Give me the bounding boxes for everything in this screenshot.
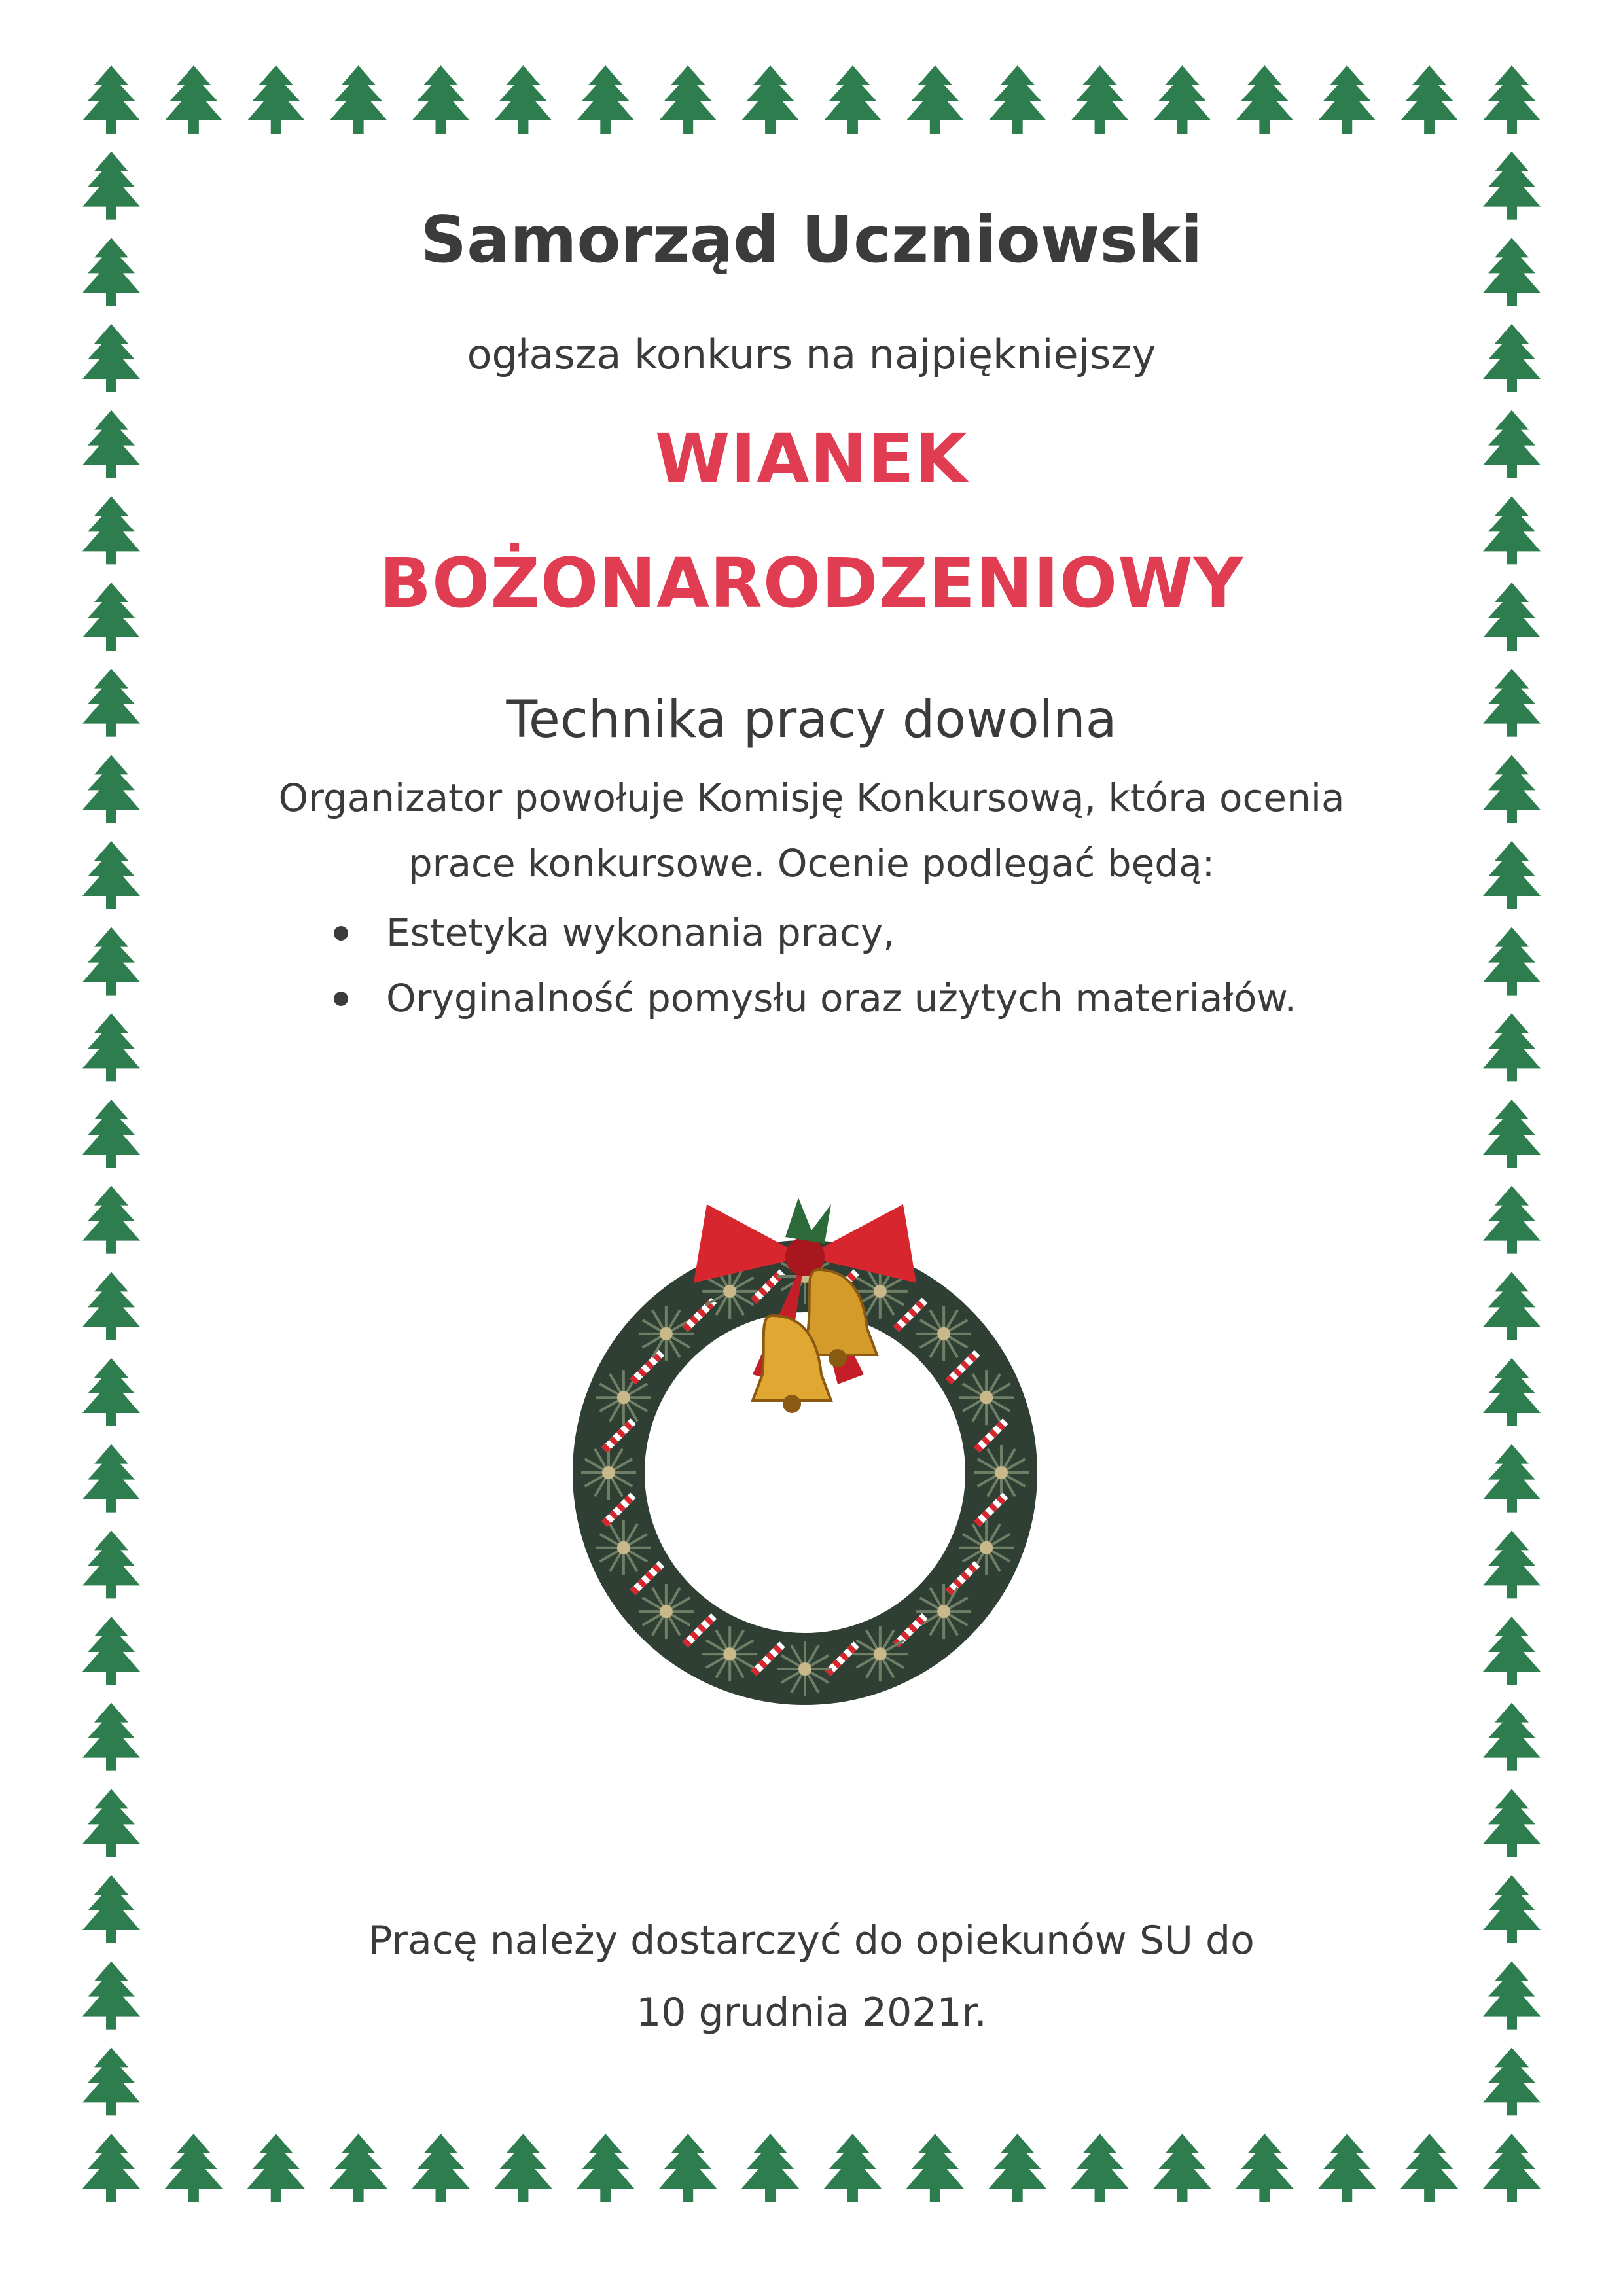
christmas-tree-icon <box>1153 2134 1211 2202</box>
christmas-tree-icon <box>1483 496 1541 564</box>
christmas-tree-icon <box>741 2134 799 2202</box>
christmas-tree-icon <box>989 2134 1046 2202</box>
christmas-tree-icon <box>1483 583 1541 651</box>
christmas-tree-icon <box>1483 1789 1541 1857</box>
organization-title: Samorząd Uczniowski <box>420 203 1203 278</box>
christmas-tree-icon <box>82 2047 140 2115</box>
christmas-tree-icon <box>82 1617 140 1685</box>
christmas-tree-icon <box>1483 1100 1541 1168</box>
announcement-text: ogłasza konkurs na najpiękniejszy <box>467 331 1156 378</box>
christmas-tree-icon <box>165 2134 223 2202</box>
christmas-tree-icon <box>1483 65 1541 134</box>
christmas-tree-icon <box>82 1962 140 2030</box>
christmas-tree-icon <box>989 65 1046 134</box>
christmas-tree-icon <box>1483 1875 1541 1943</box>
christmas-tree-icon <box>906 65 964 134</box>
christmas-tree-icon <box>82 1703 140 1771</box>
christmas-tree-icon <box>1400 65 1458 134</box>
christmas-tree-icon <box>247 65 305 134</box>
criteria-item-label: Oryginalność pomysłu oraz użytych materiałów. <box>386 976 1296 1020</box>
christmas-tree-icon <box>412 65 470 134</box>
christmas-tree-icon <box>82 152 140 220</box>
christmas-tree-icon <box>1483 669 1541 737</box>
headline-line-1: WIANEK <box>654 419 969 499</box>
christmas-tree-icon <box>82 1100 140 1168</box>
christmas-tree-icon <box>1071 2134 1129 2202</box>
christmas-tree-icon <box>1071 65 1129 134</box>
criteria-item-label: Estetyka wykonania pracy, <box>386 910 895 955</box>
christmas-tree-icon <box>82 2134 140 2202</box>
christmas-tree-icon <box>1483 152 1541 220</box>
christmas-wreath-icon <box>537 1158 1073 1721</box>
christmas-tree-icon <box>1483 324 1541 392</box>
christmas-tree-icon <box>494 2134 552 2202</box>
christmas-tree-icon <box>577 65 634 134</box>
christmas-tree-icon <box>165 65 223 134</box>
christmas-tree-icon <box>1483 238 1541 306</box>
christmas-tree-icon <box>1483 1530 1541 1598</box>
christmas-tree-icon <box>577 2134 634 2202</box>
christmas-tree-icon <box>1153 65 1211 134</box>
christmas-tree-icon <box>659 65 717 134</box>
christmas-tree-icon <box>1483 1013 1541 1081</box>
christmas-tree-icon <box>1483 1358 1541 1426</box>
christmas-tree-icon <box>1483 410 1541 478</box>
christmas-tree-icon <box>1483 1444 1541 1513</box>
description-line-2: prace konkursowe. Ocenie podlegać będą: <box>408 841 1215 886</box>
christmas-tree-icon <box>247 2134 305 2202</box>
christmas-tree-icon <box>82 65 140 134</box>
christmas-tree-icon <box>82 1186 140 1254</box>
christmas-tree-icon <box>1400 2134 1458 2202</box>
christmas-tree-icon <box>82 755 140 823</box>
christmas-tree-icon <box>82 1358 140 1426</box>
christmas-tree-icon <box>82 1013 140 1081</box>
headline-line-2: BOŻONARODZENIOWY <box>379 543 1244 623</box>
christmas-tree-icon <box>82 583 140 651</box>
technique-text: Technika pracy dowolna <box>506 691 1117 749</box>
christmas-tree-icon <box>330 2134 387 2202</box>
christmas-tree-icon <box>1483 1962 1541 2030</box>
christmas-tree-icon <box>82 1530 140 1598</box>
christmas-tree-icon <box>1483 2047 1541 2115</box>
christmas-tree-icon <box>1483 841 1541 909</box>
christmas-tree-icon <box>906 2134 964 2202</box>
christmas-tree-icon <box>1483 755 1541 823</box>
christmas-tree-icon <box>1483 2134 1541 2202</box>
christmas-tree-icon <box>82 669 140 737</box>
christmas-tree-icon <box>330 65 387 134</box>
christmas-tree-icon <box>82 410 140 478</box>
christmas-tree-icon <box>1318 2134 1376 2202</box>
christmas-tree-icon <box>824 2134 882 2202</box>
deadline-line-2: 10 grudnia 2021r. <box>636 1990 987 2036</box>
description-line-1: Organizator powołuje Komisję Konkursową, która ocenia <box>278 776 1345 820</box>
bullet-icon <box>334 926 348 941</box>
christmas-tree-icon <box>1483 927 1541 996</box>
christmas-tree-icon <box>1236 65 1293 134</box>
christmas-tree-icon <box>1483 1617 1541 1685</box>
criteria-item <box>334 965 1446 1031</box>
christmas-tree-icon <box>82 238 140 306</box>
christmas-tree-icon <box>82 1789 140 1857</box>
deadline-line-1: Pracę należy dostarczyć do opiekunów SU do <box>368 1918 1255 1964</box>
christmas-tree-icon <box>82 324 140 392</box>
criteria-list <box>334 900 1446 1031</box>
bullet-icon <box>334 992 348 1006</box>
christmas-tree-icon <box>741 65 799 134</box>
christmas-tree-icon <box>82 927 140 996</box>
christmas-tree-icon <box>1483 1703 1541 1771</box>
christmas-tree-icon <box>82 841 140 909</box>
christmas-tree-icon <box>1318 65 1376 134</box>
christmas-tree-icon <box>824 65 882 134</box>
christmas-tree-icon <box>82 496 140 564</box>
christmas-tree-icon <box>494 65 552 134</box>
christmas-tree-icon <box>659 2134 717 2202</box>
christmas-tree-icon <box>82 1272 140 1340</box>
christmas-tree-icon <box>1483 1186 1541 1254</box>
criteria-item <box>334 900 1446 965</box>
christmas-tree-icon <box>1483 1272 1541 1340</box>
christmas-tree-icon <box>412 2134 470 2202</box>
christmas-tree-icon <box>82 1444 140 1513</box>
christmas-tree-icon <box>82 1875 140 1943</box>
christmas-tree-icon <box>1236 2134 1293 2202</box>
